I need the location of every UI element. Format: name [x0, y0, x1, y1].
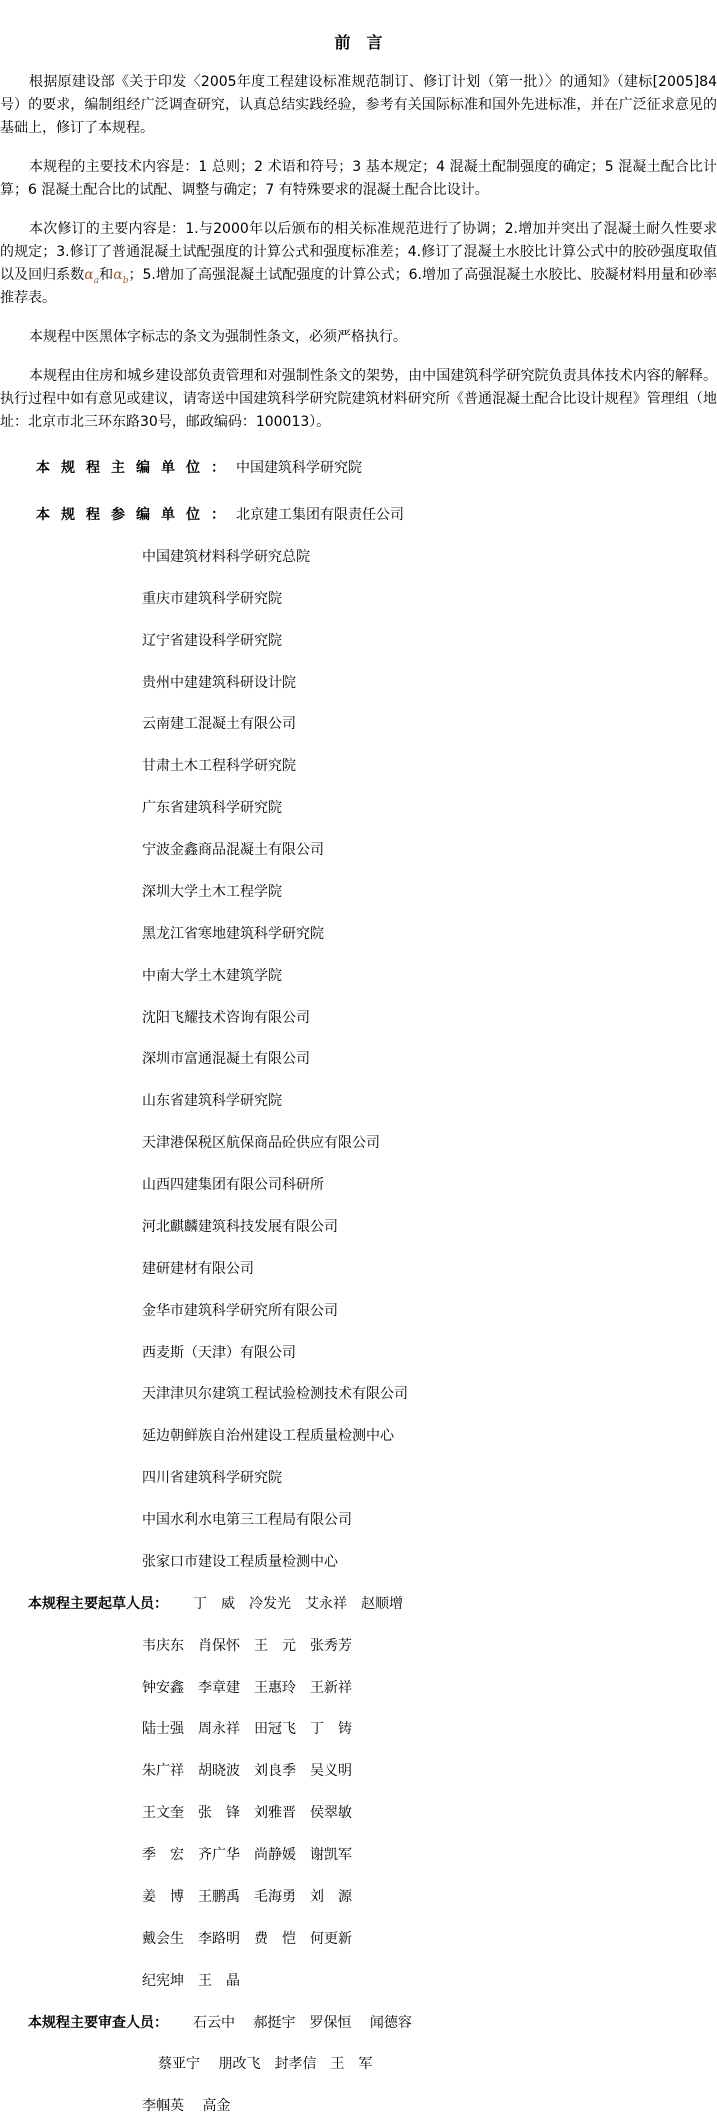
org-list-item: 建研建材有限公司 [142, 1260, 254, 1277]
reviewers-names-row1: 石云中 郝挺宇 罗保恒 闻德容 [193, 2014, 412, 2031]
paragraph-mandatory-clauses: 本规程中医黑体字标志的条文为强制性条文，必须严格执行。 [29, 329, 407, 345]
revision-text-after: ；5.增加了高强混凝土试配强度的计算公式；6.增加了高强混凝土水胶比、胶凝材料用量和砂率推荐表。 [0, 267, 717, 306]
reviewer-name-row: 蔡亚宁 朋改飞 封孝信 王 军 [158, 2056, 373, 2073]
org-list-item: 黑龙江省寒地建筑科学研究院 [142, 925, 324, 942]
roster-section [0, 457, 717, 2117]
org-list-item: 深圳市富通混凝土有限公司 [142, 1051, 310, 1068]
drafter-name-row: 韦庆东 肖保怀 王 元 张秀芳 [142, 1637, 352, 1654]
chief-editor-unit-row [0, 457, 717, 504]
drafter-name-row: 季 宏 齐广华 尚静媛 谢凯军 [142, 1847, 352, 1863]
org-list-item: 张家口市建设工程质量检测中心 [142, 1553, 338, 1570]
org-list-item: 天津港保税区航保商品砼供应有限公司 [142, 1135, 380, 1152]
org-list-item: 河北麒麟建筑科技发展有限公司 [142, 1218, 338, 1235]
drafter-name-row: 姜 博 王鹏禹 毛海勇 刘 源 [142, 1888, 352, 1905]
reviewers-header-row [0, 2012, 717, 2054]
participating-unit-row [0, 504, 717, 546]
drafters-label: 本规程主要起草人员： [28, 1595, 168, 1612]
drafter-name-row: 陆士强 周永祥 田冠飞 丁 铸 [142, 1721, 352, 1738]
paragraph-revision-contents [0, 218, 717, 310]
org-list-item: 贵州中建建筑科研设计院 [142, 674, 296, 691]
org-list-item: 天津津贝尔建筑工程试验检测技术有限公司 [142, 1386, 408, 1403]
participating-unit-label: 本规程参编单位： [36, 507, 236, 523]
alpha-b-subscript: b [122, 275, 129, 286]
drafter-name-row: 纪宪坤 王 晶 [142, 1972, 240, 1989]
org-list-item: 金华市建筑科学研究所有限公司 [142, 1302, 338, 1319]
org-list-item: 广东省建筑科学研究院 [142, 800, 282, 817]
paragraph-basis: 根据原建设部《关于印发〈2005年度工程建设标准规范制订、修订计划（第一批）〉的通知》（建标[2005]84号）的要求，编制组经广泛调查研究，认真总结实践经验，参考有关国际标准和国外先进标准，并在广泛征求意见的基础上，修订了本规程。 [0, 74, 717, 136]
drafters-names-row1: 丁 威 冷发光 艾永祥 赵顺增 [193, 1595, 403, 1612]
org-list-item: 山东省建筑科学研究院 [142, 1093, 282, 1110]
org-list-item: 重庆市建筑科学研究院 [142, 590, 282, 607]
drafter-name-row: 王文奎 张 锋 刘雅晋 侯翠敏 [142, 1805, 352, 1822]
org-list-item: 中国水利水电第三工程局有限公司 [142, 1512, 352, 1528]
alpha-b-symbol: $\alpha_b$ [113, 267, 129, 286]
org-list-item: 甘肃土木工程科学研究院 [142, 758, 296, 775]
org-list-item: 辽宁省建设科学研究院 [142, 632, 282, 649]
org-list-item: 云南建工混凝土有限公司 [142, 716, 296, 733]
org-list-item: 西麦斯（天津）有限公司 [142, 1344, 296, 1361]
org-list-item: 四川省建筑科学研究院 [142, 1470, 282, 1487]
alpha-a-symbol: $\alpha_a$ [84, 267, 100, 286]
revision-text-before: 本次修订的主要内容是：1.与2000年以后颁布的相关标准规范进行了协调；2.增加并突出了混凝土耐久性要求的规定；3.修订了普通混凝土试配强度的计算公式和强度标准差；4.修订了混凝土水胶比计算公式中的胶砂强度取值以及回归系数 [0, 221, 717, 283]
page-title: 前 言 [334, 33, 383, 52]
org-list-item: 深圳大学土木工程学院 [142, 883, 282, 900]
participating-org-list [0, 546, 717, 1593]
reviewers-label: 本规程主要审查人员： [28, 2014, 168, 2031]
paragraph-management: 本规程由住房和城乡建设部负责管理和对强制性条文的架势，由中国建筑科学研究院负责具体技术内容的解释。执行过程中如有意见或建议，请寄送中国建筑科学研究院建筑材料研究所《普通混凝土配合比设计规程》管理组（地址：北京市北三环东路30号，邮政编码：100013）。 [0, 368, 717, 430]
participating-unit-value: 北京建工集团有限责任公司 [236, 507, 404, 523]
drafters-header-row [0, 1593, 717, 1635]
paragraph-main-contents: 本规程的主要技术内容是：1 总则；2 术语和符号；3 基本规定；4 混凝土配制强度的确定；5 混凝土配合比计算；6 混凝土配合比的试配、调整与确定；7 有特殊要求的混凝土配合比设计。 [0, 159, 717, 198]
org-list-item: 宁波金鑫商品混凝土有限公司 [142, 842, 324, 858]
org-list-item: 中南大学土木建筑学院 [142, 967, 282, 984]
chief-editor-unit-label: 本规程主编单位： [36, 460, 236, 476]
alpha-a-subscript: a [93, 275, 100, 286]
revision-text-and: 和 [99, 267, 114, 283]
org-list-item: 中国建筑材料科学研究总院 [142, 548, 310, 565]
org-list-item: 山西四建集团有限公司科研所 [142, 1177, 324, 1193]
org-list-item: 沈阳飞耀技术咨询有限公司 [142, 1009, 310, 1026]
drafter-name-row: 戴会生 李路明 费 恺 何更新 [142, 1930, 352, 1947]
drafter-name-row: 钟安鑫 李章建 王惠玲 王新祥 [142, 1679, 352, 1696]
reviewer-name-row: 李帼英 高金 [142, 2098, 231, 2115]
org-list-item: 延边朝鲜族自治州建设工程质量检测中心 [142, 1428, 394, 1445]
drafters-name-rows [0, 1635, 717, 2012]
drafter-name-row: 朱广祥 胡晓波 刘良季 吴义明 [142, 1763, 352, 1780]
chief-editor-unit-value: 中国建筑科学研究院 [236, 460, 362, 476]
